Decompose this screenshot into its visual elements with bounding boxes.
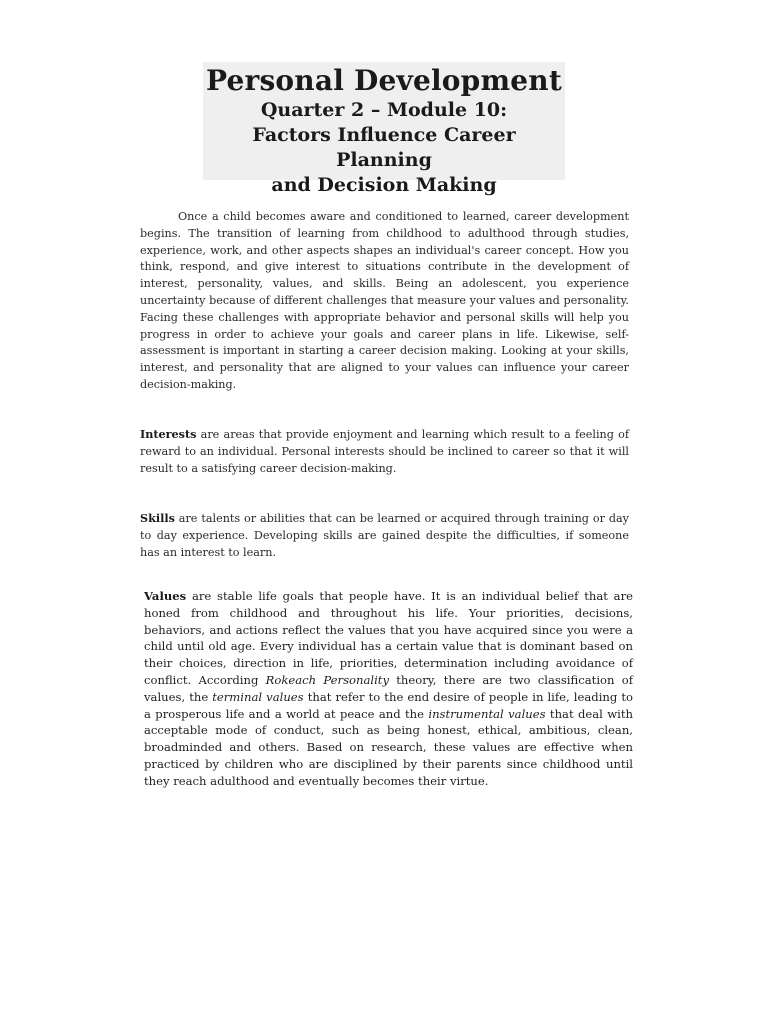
page-title: Personal Development bbox=[206, 64, 562, 97]
interests-term: Interests bbox=[140, 427, 197, 441]
rokeach-theory-name: Rokeach Personality bbox=[265, 672, 390, 687]
skills-term: Skills bbox=[140, 511, 175, 525]
values-term: Values bbox=[144, 589, 187, 603]
values-text-1: are stable life goals that people have. It is an individual belief that are honed from childhood and throughout his life. Your priorities, decisions, behaviors, and actions reflect the values that you have acquired since you were a child until old age. Every individual has a certain value that is dominant based on their choices, direction in life, priorities, determination including avoidance of conflict. According bbox=[144, 589, 633, 687]
instrumental-values-term: instrumental values bbox=[428, 706, 546, 721]
module-topic-line1: Factors Influence Career Planning bbox=[252, 124, 516, 171]
terminal-values-term: terminal values bbox=[212, 689, 304, 704]
module-topic-line2: and Decision Making bbox=[271, 174, 497, 196]
interests-definition: are areas that provide enjoyment and learning which result to a feeling of reward to an individual. Personal interests should be inclined to career so that it will result to a satisfying career decision-making. bbox=[140, 428, 629, 475]
values-text-3: that refer to the end desire of people in life, leading to a prosperous life and a world at peace and the bbox=[144, 689, 633, 721]
skills-paragraph bbox=[140, 510, 629, 561]
values-text-2: theory, there are two classification of values, the bbox=[144, 672, 634, 704]
title-block bbox=[203, 62, 565, 196]
values-text-4: that deal with acceptable mode of conduct, such as being honest, ethical, ambitious, clean, broadminded and others. Based on research, these values are effective when practiced by children who are disciplined by their parents since childhood until they reach adulthood and eventually becomes their virtue. bbox=[144, 706, 633, 788]
interests-paragraph bbox=[140, 426, 629, 477]
intro-paragraph: Once a child becomes aware and conditioned to learned, career development begins. The transition of learning from childhood to adulthood through studies, experience, work, and other aspects shapes an individual's career concept. How you think, respond, and give interest to situations contribute in the development of interest, personality, values, and skills. Being an adolescent, you experience uncertainty because of different challenges that measure your values and personality. Facing these challenges with appropriate behavior and personal skills will help you progress in order to achieve your goals and career plans in life. Likewise, self-assessment is important in starting a career decision making. Looking at your skills, interest, and personality that are aligned to your values can influence your career decision-making. bbox=[140, 210, 629, 391]
module-label: Quarter 2 – Module 10: bbox=[260, 99, 508, 121]
values-paragraph bbox=[144, 588, 633, 790]
skills-definition: are talents or abilities that can be learned or acquired through training or day to day experience. Developing skills are gained despite the difficulties, if someone has an interest to learn. bbox=[140, 512, 629, 559]
